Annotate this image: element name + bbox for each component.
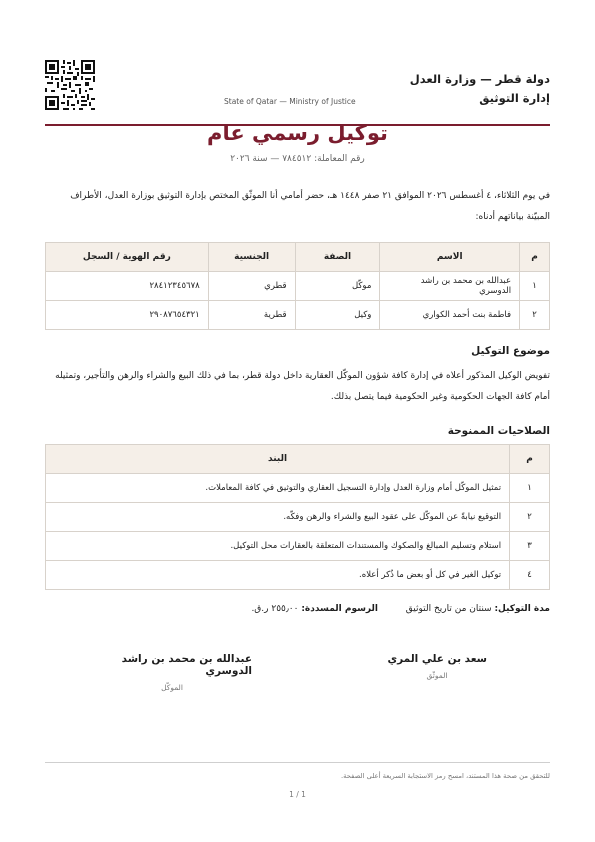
power-item: تمثيل الموكّل أمام وزارة العدل وإدارة التسجيل العقاري والتوثيق في كافة المعاملات. [46,474,510,503]
column-header: الصفة [295,243,380,272]
header-block [410,72,550,105]
fees-value: ٢٥٥٫٠٠ ر.ق. [251,604,299,614]
row-number: ١ [510,474,550,503]
table-row [46,561,550,590]
notary-role: الموثّق [426,671,448,680]
table-row [46,474,550,503]
intro-paragraph: في يوم الثلاثاء، ٤ أغسطس ٢٠٢٦ الموافق ٢١ صفر ١٤٤٨ هـ، حضر أمامي أنا الموثّق المختص بإدارة التوثيق بوزارة العدل، الأطراف المبيّنة بياناتهم أدناه: [70,191,550,222]
column-header: رقم الهوية / السجل [46,243,209,272]
table-row [46,532,550,561]
column-header: الاسم [380,243,520,272]
powers-heading: الصلاحيات الممنوحة [447,425,550,437]
duration-label: مدة التوكيل: [494,604,550,614]
column-header: م [520,243,550,272]
row-number: ٢ [510,503,550,532]
party-role: وكيل [295,301,380,330]
row-number: ٢ [520,301,550,330]
party-nationality: قطري [208,272,295,301]
table-header-row [46,243,550,272]
party-id: ٢٩٠٨٧٦٥٤٣٢١ [46,301,209,330]
english-header: State of Qatar — Ministry of Justice [224,97,356,106]
power-item: استلام وتسليم المبالغ والصكوك والمستندات المتعلقة بالعقارات محل التوكيل. [46,532,510,561]
transaction-number: رقم المعاملة: ٧٨٤٥١٢ — سنة ٢٠٢٦ [230,154,365,164]
row-number: ٤ [510,561,550,590]
table-row [46,272,550,301]
principal-role: الموكّل [161,683,183,692]
duration-fees-row [251,604,550,614]
fees-label: الرسوم المسددة: [301,604,378,614]
state-ministry-title: دولة قطر — وزارة العدل [409,72,550,86]
row-number: ١ [520,272,550,301]
department-title: إدارة التوثيق [479,91,550,105]
powers-table [45,444,550,590]
footer-divider [45,762,550,763]
subject-heading: موضوع التوكيل [471,345,550,357]
principal-signature-block [92,653,252,692]
table-row [46,503,550,532]
row-number: ٣ [510,532,550,561]
notary-name: سعد بن علي المري [387,653,487,665]
power-item: التوقيع نيابةً عن الموكّل على عقود البيع والشراء والرهن وفكّه. [46,503,510,532]
duration-value: سنتان من تاريخ التوثيق [405,604,492,614]
verification-note: للتحقق من صحة هذا المستند، امسح رمز الاستجابة السريعة أعلى الصفحة. [340,772,550,780]
document-title: توكيل رسمي عام [207,121,388,145]
party-id: ٢٨٤١٢٣٤٥٦٧٨ [46,272,209,301]
party-role: موكّل [295,272,380,301]
power-item: توكيل الغير في كل أو بعض ما ذُكر أعلاه. [46,561,510,590]
page-number: 1 / 1 [289,790,306,799]
column-header: البند [46,445,510,474]
parties-table [45,242,550,330]
column-header: م [510,445,550,474]
party-name: فاطمة بنت أحمد الكواري [380,301,520,330]
table-header-row [46,445,550,474]
principal-name: عبدالله بن محمد بن راشد الدوسري [121,653,252,677]
column-header: الجنسية [208,243,295,272]
notary-signature-block [387,653,487,680]
qr-code-icon [45,60,95,110]
subject-body: تفويض الوكيل المذكور أعلاه في إدارة كافة شؤون الموكّل العقارية داخل دولة قطر، بما في ذلك البيع والشراء والرهن والتأجير، وتمثيله أمام كافة الجهات الحكومية وغير الحكومية فيما يتصل بذلك. [55,371,550,402]
party-nationality: قطرية [208,301,295,330]
table-row [46,301,550,330]
party-name: عبدالله بن محمد بن راشد الدوسري [380,272,520,301]
